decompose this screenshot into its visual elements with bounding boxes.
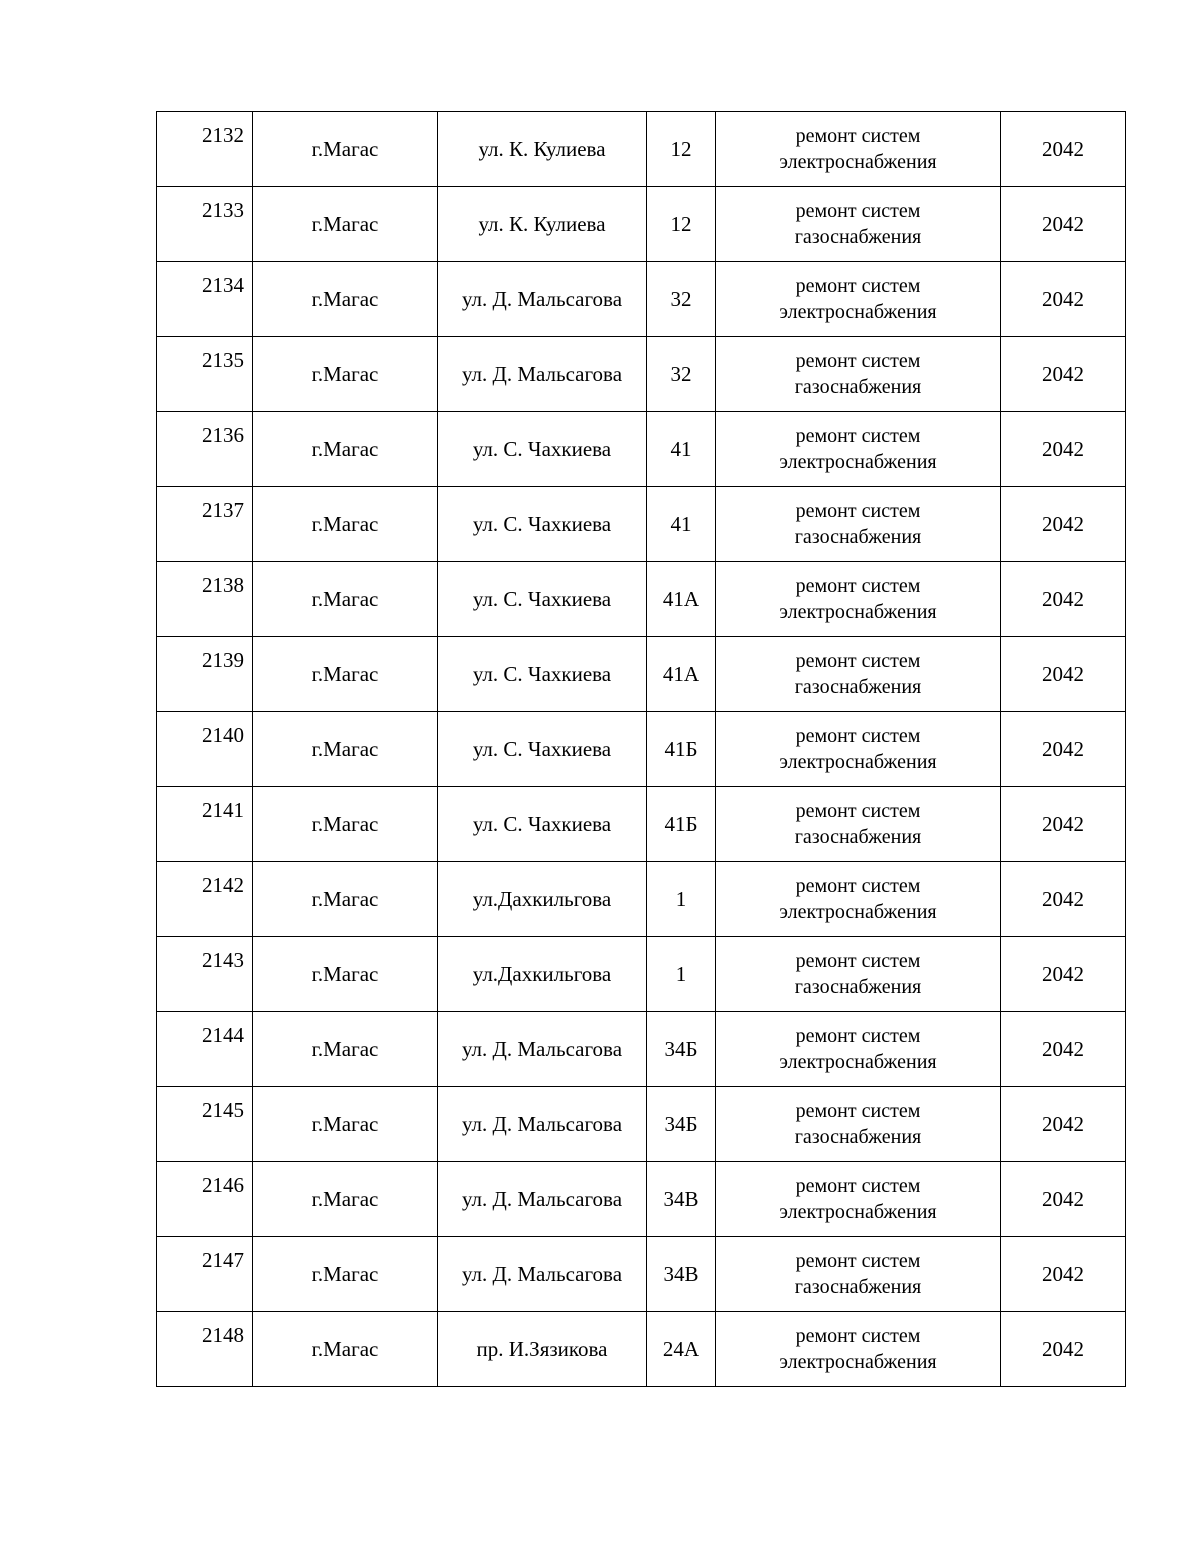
city-cell: г.Магас	[253, 712, 438, 787]
year-cell: 2042	[1001, 712, 1126, 787]
house-number-cell: 34Б	[647, 1087, 716, 1162]
work-type-line-1: ремонт систем	[795, 1325, 921, 1347]
table-row	[157, 562, 1126, 637]
work-type-cell	[716, 862, 1001, 937]
city-cell: г.Магас	[253, 937, 438, 1012]
work-type-cell	[716, 187, 1001, 262]
work-type-cell	[716, 487, 1001, 562]
row-number-cell: 2136	[157, 412, 253, 487]
house-number-cell: 32	[647, 337, 716, 412]
house-number-cell: 1	[647, 862, 716, 937]
work-type-cell	[716, 562, 1001, 637]
table-row	[157, 712, 1126, 787]
work-type-line-2: электроснабжения	[779, 1201, 937, 1223]
row-number-cell: 2148	[157, 1312, 253, 1387]
row-number-cell: 2144	[157, 1012, 253, 1087]
work-type-line-1: ремонт систем	[795, 350, 921, 372]
work-type-line-1: ремонт систем	[795, 425, 921, 447]
work-type-line-2: газоснабжения	[794, 376, 922, 398]
house-number-cell: 12	[647, 112, 716, 187]
table-row	[157, 1312, 1126, 1387]
work-type-cell	[716, 337, 1001, 412]
table-row	[157, 637, 1126, 712]
house-number-cell: 24А	[647, 1312, 716, 1387]
work-type-line-1: ремонт систем	[795, 1250, 921, 1272]
row-number-cell: 2134	[157, 262, 253, 337]
street-cell: ул. Д. Мальсагова	[438, 1012, 647, 1087]
work-type-line-2: газоснабжения	[794, 976, 922, 998]
house-number-cell: 41А	[647, 562, 716, 637]
repair-schedule-table	[156, 111, 1126, 1387]
street-cell: ул. С. Чахкиева	[438, 412, 647, 487]
city-cell: г.Магас	[253, 112, 438, 187]
work-type-line-1: ремонт систем	[795, 275, 921, 297]
work-type-line-1: ремонт систем	[795, 1100, 921, 1122]
work-type-cell	[716, 1162, 1001, 1237]
table-row	[157, 1162, 1126, 1237]
work-type-line-1: ремонт систем	[795, 200, 921, 222]
year-cell: 2042	[1001, 637, 1126, 712]
house-number-cell: 32	[647, 262, 716, 337]
city-cell: г.Магас	[253, 862, 438, 937]
work-type-line-1: ремонт систем	[795, 500, 921, 522]
street-cell: ул. Д. Мальсагова	[438, 1237, 647, 1312]
year-cell: 2042	[1001, 487, 1126, 562]
city-cell: г.Магас	[253, 262, 438, 337]
table-row	[157, 787, 1126, 862]
table-row	[157, 937, 1126, 1012]
street-cell: ул.Дахкильгова	[438, 862, 647, 937]
city-cell: г.Магас	[253, 1312, 438, 1387]
street-cell: ул. С. Чахкиева	[438, 637, 647, 712]
work-type-line-2: электроснабжения	[779, 751, 937, 773]
work-type-line-2: электроснабжения	[779, 1351, 937, 1373]
work-type-cell	[716, 1237, 1001, 1312]
table-row	[157, 487, 1126, 562]
city-cell: г.Магас	[253, 637, 438, 712]
year-cell: 2042	[1001, 862, 1126, 937]
year-cell: 2042	[1001, 337, 1126, 412]
city-cell: г.Магас	[253, 1012, 438, 1087]
house-number-cell: 12	[647, 187, 716, 262]
row-number-cell: 2132	[157, 112, 253, 187]
work-type-cell	[716, 412, 1001, 487]
city-cell: г.Магас	[253, 412, 438, 487]
house-number-cell: 41	[647, 487, 716, 562]
work-type-line-2: электроснабжения	[779, 601, 937, 623]
table-row	[157, 262, 1126, 337]
row-number-cell: 2145	[157, 1087, 253, 1162]
row-number-cell: 2139	[157, 637, 253, 712]
row-number-cell: 2147	[157, 1237, 253, 1312]
work-type-line-1: ремонт систем	[795, 1175, 921, 1197]
street-cell: ул.Дахкильгова	[438, 937, 647, 1012]
street-cell: пр. И.Зязикова	[438, 1312, 647, 1387]
year-cell: 2042	[1001, 262, 1126, 337]
city-cell: г.Магас	[253, 1237, 438, 1312]
row-number-cell: 2141	[157, 787, 253, 862]
work-type-line-1: ремонт систем	[795, 575, 921, 597]
table-row	[157, 112, 1126, 187]
house-number-cell: 41Б	[647, 787, 716, 862]
house-number-cell: 41Б	[647, 712, 716, 787]
house-number-cell: 34Б	[647, 1012, 716, 1087]
street-cell: ул. К. Кулиева	[438, 112, 647, 187]
work-type-line-2: газоснабжения	[794, 676, 922, 698]
work-type-cell	[716, 787, 1001, 862]
work-type-line-2: электроснабжения	[779, 151, 937, 173]
year-cell: 2042	[1001, 412, 1126, 487]
work-type-line-1: ремонт систем	[795, 800, 921, 822]
year-cell: 2042	[1001, 562, 1126, 637]
year-cell: 2042	[1001, 1012, 1126, 1087]
house-number-cell: 34В	[647, 1162, 716, 1237]
row-number-cell: 2143	[157, 937, 253, 1012]
work-type-line-1: ремонт систем	[795, 950, 921, 972]
house-number-cell: 34В	[647, 1237, 716, 1312]
work-type-line-2: электроснабжения	[779, 451, 937, 473]
work-type-line-2: электроснабжения	[779, 301, 937, 323]
table-row	[157, 337, 1126, 412]
work-type-cell	[716, 937, 1001, 1012]
work-type-cell	[716, 712, 1001, 787]
year-cell: 2042	[1001, 112, 1126, 187]
row-number-cell: 2142	[157, 862, 253, 937]
street-cell: ул. Д. Мальсагова	[438, 1162, 647, 1237]
row-number-cell: 2133	[157, 187, 253, 262]
work-type-cell	[716, 262, 1001, 337]
city-cell: г.Магас	[253, 787, 438, 862]
work-type-cell	[716, 112, 1001, 187]
row-number-cell: 2146	[157, 1162, 253, 1237]
work-type-line-2: электроснабжения	[779, 1051, 937, 1073]
year-cell: 2042	[1001, 1162, 1126, 1237]
row-number-cell: 2140	[157, 712, 253, 787]
city-cell: г.Магас	[253, 1162, 438, 1237]
street-cell: ул. Д. Мальсагова	[438, 1087, 647, 1162]
table-row	[157, 1237, 1126, 1312]
city-cell: г.Магас	[253, 337, 438, 412]
work-type-line-1: ремонт систем	[795, 650, 921, 672]
city-cell: г.Магас	[253, 1087, 438, 1162]
table-row	[157, 1087, 1126, 1162]
city-cell: г.Магас	[253, 487, 438, 562]
table-row	[157, 187, 1126, 262]
street-cell: ул. Д. Мальсагова	[438, 337, 647, 412]
work-type-cell	[716, 637, 1001, 712]
work-type-line-2: электроснабжения	[779, 901, 937, 923]
table-row	[157, 862, 1126, 937]
work-type-line-1: ремонт систем	[795, 125, 921, 147]
table-row	[157, 412, 1126, 487]
work-type-cell	[716, 1012, 1001, 1087]
house-number-cell: 41	[647, 412, 716, 487]
year-cell: 2042	[1001, 1237, 1126, 1312]
city-cell: г.Магас	[253, 562, 438, 637]
year-cell: 2042	[1001, 1312, 1126, 1387]
work-type-line-1: ремонт систем	[795, 875, 921, 897]
year-cell: 2042	[1001, 1087, 1126, 1162]
street-cell: ул. К. Кулиева	[438, 187, 647, 262]
row-number-cell: 2135	[157, 337, 253, 412]
year-cell: 2042	[1001, 787, 1126, 862]
table-body	[157, 112, 1126, 1387]
work-type-line-2: газоснабжения	[794, 1126, 922, 1148]
table-row	[157, 1012, 1126, 1087]
year-cell: 2042	[1001, 937, 1126, 1012]
street-cell: ул. Д. Мальсагова	[438, 262, 647, 337]
work-type-line-2: газоснабжения	[794, 826, 922, 848]
street-cell: ул. С. Чахкиева	[438, 562, 647, 637]
street-cell: ул. С. Чахкиева	[438, 487, 647, 562]
year-cell: 2042	[1001, 187, 1126, 262]
work-type-line-2: газоснабжения	[794, 1276, 922, 1298]
row-number-cell: 2137	[157, 487, 253, 562]
work-type-cell	[716, 1312, 1001, 1387]
street-cell: ул. С. Чахкиева	[438, 712, 647, 787]
row-number-cell: 2138	[157, 562, 253, 637]
street-cell: ул. С. Чахкиева	[438, 787, 647, 862]
work-type-line-2: газоснабжения	[794, 526, 922, 548]
house-number-cell: 1	[647, 937, 716, 1012]
house-number-cell: 41А	[647, 637, 716, 712]
city-cell: г.Магас	[253, 187, 438, 262]
work-type-line-1: ремонт систем	[795, 725, 921, 747]
work-type-line-2: газоснабжения	[794, 226, 922, 248]
work-type-cell	[716, 1087, 1001, 1162]
work-type-line-1: ремонт систем	[795, 1025, 921, 1047]
